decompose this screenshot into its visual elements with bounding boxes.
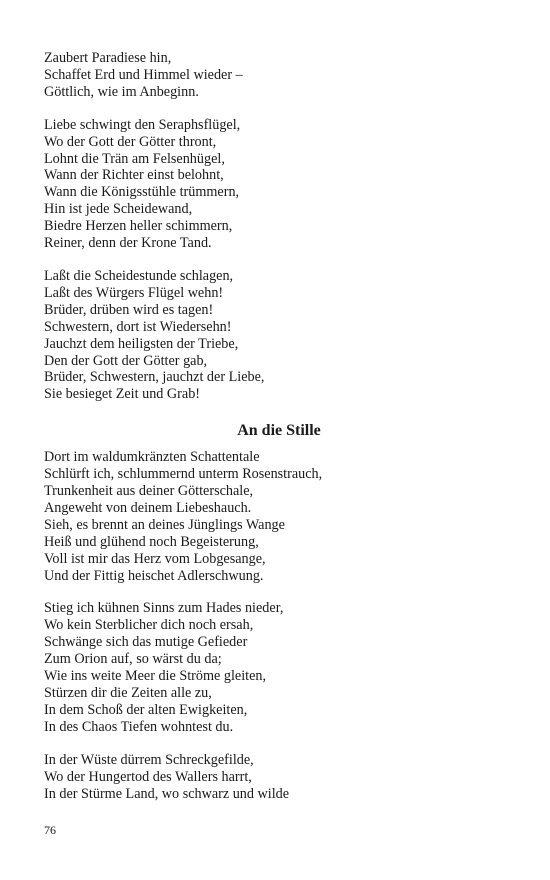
stanza: [44, 752, 514, 803]
verse-line: Laßt die Scheidestunde schlagen,: [44, 267, 234, 284]
verse-line: Und der Fittig heischet Adlerschwung.: [44, 567, 264, 584]
verse-line: Wo kein Sterblicher dich noch ersah,: [44, 617, 254, 634]
stanza: [44, 50, 514, 101]
verse-line: Stieg ich kühnen Sinns zum Hades nieder,: [44, 600, 284, 617]
verse-line: Voll ist mir das Herz vom Lobgesange,: [44, 550, 266, 567]
stanza: [44, 117, 514, 252]
verse-line: Zum Orion auf, so wärst du da;: [44, 651, 222, 668]
verse-line: Schaffet Erd und Himmel wieder –: [44, 66, 243, 83]
page-content: [44, 50, 514, 818]
verse-line: In des Chaos Tiefen wohntest du.: [44, 718, 234, 735]
verse-line: Wann die Königsstühle trümmern,: [44, 184, 240, 201]
verse-line: Wann der Richter einst belohnt,: [44, 167, 224, 184]
verse-line: Biedre Herzen heller schimmern,: [44, 218, 233, 235]
verse-line: In der Stürme Land, wo schwarz und wilde: [44, 785, 290, 802]
page-number: 76: [44, 823, 56, 837]
verse-line: Wie ins weite Meer die Ströme gleiten,: [44, 668, 267, 685]
verse-line: Laßt des Würgers Flügel wehn!: [44, 284, 224, 301]
verse-line: Heiß und glühend noch Begeisterung,: [44, 533, 259, 550]
poem-title: An die Stille: [237, 422, 321, 440]
stanza: [44, 268, 514, 403]
verse-line: Dort im waldumkränzten Schattentale: [44, 449, 260, 466]
verse-line: In dem Schoß der alten Ewigkeiten,: [44, 701, 248, 718]
verse-line: Brüder, drüben wird es tagen!: [44, 301, 214, 318]
verse-line: Sie besieget Zeit und Grab!: [44, 386, 201, 403]
verse-line: Brüder, Schwestern, jauchzt der Liebe,: [44, 369, 265, 386]
verse-line: Stürzen dir die Zeiten alle zu,: [44, 685, 212, 701]
verse-line: Schwänge sich das mutige Gefieder: [44, 634, 248, 651]
verse-line: Den der Gott der Götter gab,: [44, 352, 208, 369]
stanza: [44, 600, 514, 735]
verse-line: Wo der Hungertod des Wallers harrt,: [44, 768, 252, 785]
verse-line: In der Wüste dürrem Schreckgefilde,: [44, 751, 254, 768]
verse-line: Angeweht von deinem Liebeshauch.: [44, 499, 252, 516]
verse-line: Zaubert Paradiese hin,: [44, 50, 172, 66]
verse-line: Liebe schwingt den Seraphsflügel,: [44, 116, 241, 133]
verse-line: Göttlich, wie im Anbeginn.: [44, 83, 199, 100]
stanza: [44, 449, 514, 584]
verse-line: Lohnt die Trän am Felsenhügel,: [44, 150, 225, 167]
verse-line: Hin ist jede Scheidewand,: [44, 201, 193, 218]
verse-line: Schlürft ich, schlummernd unterm Rosenstrauch,: [44, 466, 323, 483]
verse-line: Trunkenheit aus deiner Götterschale,: [44, 483, 254, 500]
verse-line: Sieh, es brennt an deines Jünglings Wange: [44, 516, 285, 533]
verse-line: Wo der Gott der Götter thront,: [44, 133, 217, 150]
verse-line: Jauchzt dem heiligsten der Triebe,: [44, 335, 239, 352]
verse-line: Schwestern, dort ist Wiedersehn!: [44, 318, 232, 335]
verse-line: Reiner, denn der Krone Tand.: [44, 235, 212, 252]
